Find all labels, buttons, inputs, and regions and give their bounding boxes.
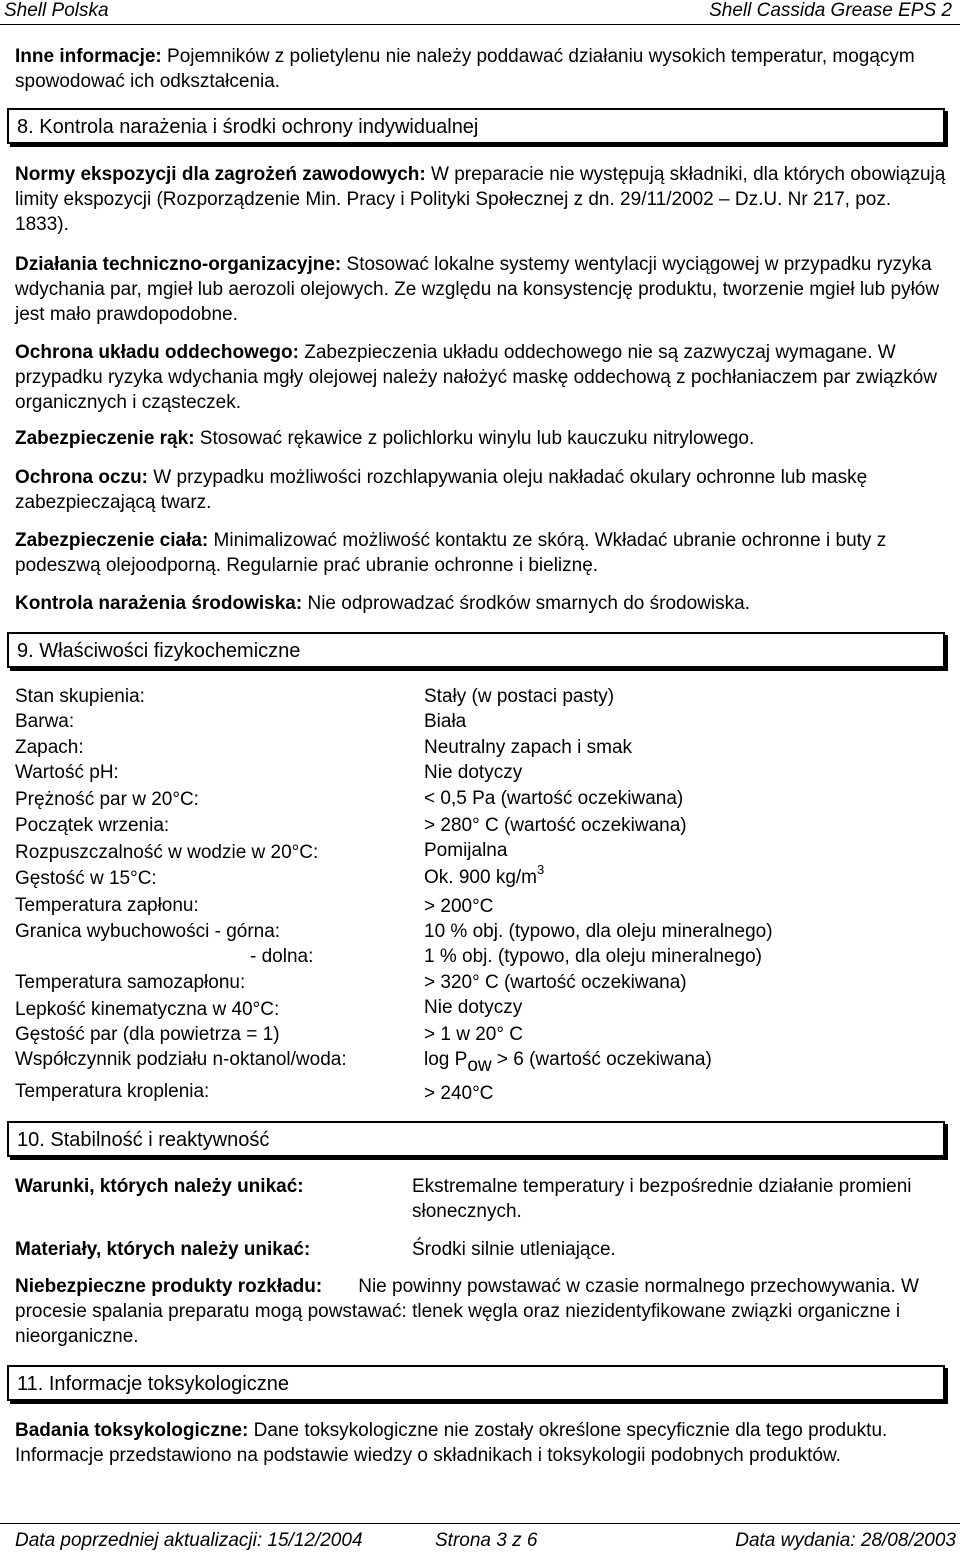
property-value: 10 % obj. (typowo, dla oleju mineralnego) (424, 921, 773, 942)
toxicology-paragraph (15, 1418, 950, 1468)
decomposition-paragraph (15, 1274, 950, 1349)
property-value: Pomijalna (424, 840, 508, 861)
intro-label: Inne informacje: (15, 46, 162, 67)
property-value: 1 % obj. (typowo, dla oleju mineralnego) (424, 946, 762, 967)
property-value: Biała (424, 711, 467, 732)
section-8-header (7, 108, 945, 144)
environment-control-label: Kontrola narażenia środowiska: (15, 593, 303, 614)
section-9-header (7, 632, 945, 668)
eye-protection-label: Ochrona oczu: (15, 467, 149, 488)
property-value: < 0,5 Pa (wartość oczekiwana) (424, 788, 684, 809)
hand-protection-label: Zabezpieczenie rąk: (15, 428, 195, 449)
property-value: > 1 w 20° C (424, 1024, 523, 1045)
body-protection-paragraph (15, 528, 950, 578)
section-11-header (7, 1365, 945, 1401)
header-product: Shell Cassida Grease EPS 2 (709, 0, 952, 21)
partition-value: log P (424, 1049, 468, 1070)
toxicology-text: Dane toksykologiczne nie zostały określone specyficznie dla tego produktu. Informacje przedstawiono na podstawie wiedzy o składnikach i toksykologii podobnych produktów. (15, 1420, 888, 1466)
density-unit-exponent: 3 (537, 862, 545, 877)
property-label: Początek wrzenia: (15, 815, 170, 836)
environment-control-paragraph (15, 591, 950, 616)
property-label: Rozpuszczalność w wodzie w 20°C: (15, 842, 319, 863)
hand-protection-paragraph (15, 426, 950, 451)
property-label: Gęstość par (dla powietrza = 1) (15, 1024, 280, 1045)
decomposition-label: Niebezpieczne produkty rozkładu: (15, 1276, 323, 1297)
property-value: Nie dotyczy (424, 997, 523, 1018)
partition-value-rest: > 6 (wartość oczekiwana) (491, 1049, 712, 1070)
environment-control-text: Nie odprowadzać środków smarnych do środowiska. (302, 593, 750, 614)
respiratory-protection-paragraph (15, 340, 950, 415)
footer-issue-date: Data wydania: 28/08/2003 (735, 1530, 956, 1551)
body-protection-text: Minimalizować możliwość kontaktu ze skórą. Wkładać ubranie ochronne i buty z podeszwą olejoodporną. Regularnie prać ubranie ochronne i bieliznę. (15, 530, 887, 576)
property-label: Temperatura kroplenia: (15, 1081, 210, 1102)
property-value: Nie dotyczy (424, 762, 523, 783)
decomposition-text: Nie powinny powstawać w czasie normalnego przechowywania. W procesie spalania preparatu mogą powstawać: tlenek węgla oraz niezidentyfikowane związki organiczne i nieorganiczne. (15, 1276, 919, 1347)
property-value: > 240°C (424, 1083, 494, 1104)
toxicology-label: Badania toksykologiczne: (15, 1420, 249, 1441)
avoid-materials-value: Środki silnie utleniające. (412, 1239, 616, 1260)
property-label: Gęstość w 15°C: (15, 868, 157, 889)
property-label: Lepkość kinematyczna w 40°C: (15, 999, 280, 1020)
eye-protection-paragraph (15, 465, 950, 515)
avoid-conditions-label: Warunki, których należy unikać: (15, 1176, 304, 1197)
intro-text: Pojemników z polietylenu nie należy poddawać działaniu wysokich temperatur, mogącym spowodować ich odkształcenia. (15, 46, 915, 92)
technical-measures-label: Działania techniczno-organizacyjne: (15, 254, 342, 275)
footer-page-number: Strona 3 z 6 (435, 1530, 538, 1551)
footer-previous-update: Data poprzedniej aktualizacji: 15/12/2004 (15, 1530, 363, 1551)
respiratory-protection-text: Zabezpieczenia układu oddechowego nie są zazwyczaj wymagane. W przypadku ryzyka wdychania mgły olejowej należy nałożyć maskę oddechową z pochłaniaczem par związków organicznych i cząsteczek. (15, 342, 937, 413)
exposure-norms-paragraph (15, 162, 950, 237)
property-label: Współczynnik podziału n-oktanol/woda: (15, 1049, 347, 1070)
section-8-title: 8. Kontrola narażenia i środki ochrony indywidualnej (17, 116, 479, 138)
header-company: Shell Polska (4, 0, 109, 21)
property-value: Neutralny zapach i smak (424, 737, 633, 758)
property-label: Wartość pH: (15, 762, 119, 783)
section-11-title: 11. Informacje toksykologiczne (17, 1373, 289, 1395)
section-9-title: 9. Właściwości fizykochemiczne (17, 640, 301, 662)
property-label: Barwa: (15, 711, 75, 732)
section-10-title: 10. Stabilność i reaktywność (17, 1129, 270, 1151)
property-value: > 320° C (wartość oczekiwana) (424, 972, 687, 993)
respiratory-protection-label: Ochrona układu oddechowego: (15, 342, 299, 363)
technical-measures-paragraph (15, 252, 950, 327)
intro-paragraph (15, 44, 950, 94)
property-value: > 280° C (wartość oczekiwana) (424, 815, 687, 836)
property-label: Zapach: (15, 737, 84, 758)
avoid-conditions-value: Ekstremalne temperatury i bezpośrednie działanie promieni słonecznych. (412, 1176, 912, 1222)
property-label: Temperatura samozapłonu: (15, 972, 246, 993)
property-value: Stały (w postaci pasty) (424, 686, 615, 707)
exposure-norms-label: Normy ekspozycji dla zagrożeń zawodowych: (15, 164, 426, 185)
hand-protection-text: Stosować rękawice z polichlorku winylu lub kauczuku nitrylowego. (194, 428, 755, 449)
avoid-materials-label: Materiały, których należy unikać: (15, 1239, 311, 1260)
section-10-header (7, 1121, 945, 1157)
property-label: Prężność par w 20°C: (15, 789, 199, 810)
property-label: Granica wybuchowości - górna: (15, 921, 281, 942)
density-value: Ok. 900 kg/m (424, 867, 537, 888)
footer-rule (0, 1523, 960, 1524)
header-rule (0, 24, 960, 25)
property-value: > 200°C (424, 896, 494, 917)
partition-subscript: ow (467, 1055, 492, 1076)
property-value-density (424, 862, 545, 890)
exposure-norms-text: W preparacie nie występują składniki, dla których obowiązują limity ekspozycji (Rozporządzenie Min. Pracy i Polityki Społecznej z dn. 29/11/2002 – Dz.U. Nr 217, poz. 1833). (15, 164, 946, 235)
body-protection-label: Zabezpieczenie ciała: (15, 530, 209, 551)
property-value-partition (424, 1047, 712, 1076)
property-label: - dolna: (250, 946, 314, 967)
property-label: Stan skupienia: (15, 686, 145, 707)
property-label: Temperatura zapłonu: (15, 895, 199, 916)
eye-protection-text: W przypadku możliwości rozchlapywania oleju nakładać okulary ochronne lub maskę zabezpieczającą twarz. (15, 467, 868, 513)
technical-measures-text: Stosować lokalne systemy wentylacji wyciągowej w przypadku ryzyka wdychania par, mgieł lub aerozoli olejowych. Ze względu na konsystencję produktu, tworzenie mgieł lub pyłów jest mało prawdopodobne. (15, 254, 940, 325)
